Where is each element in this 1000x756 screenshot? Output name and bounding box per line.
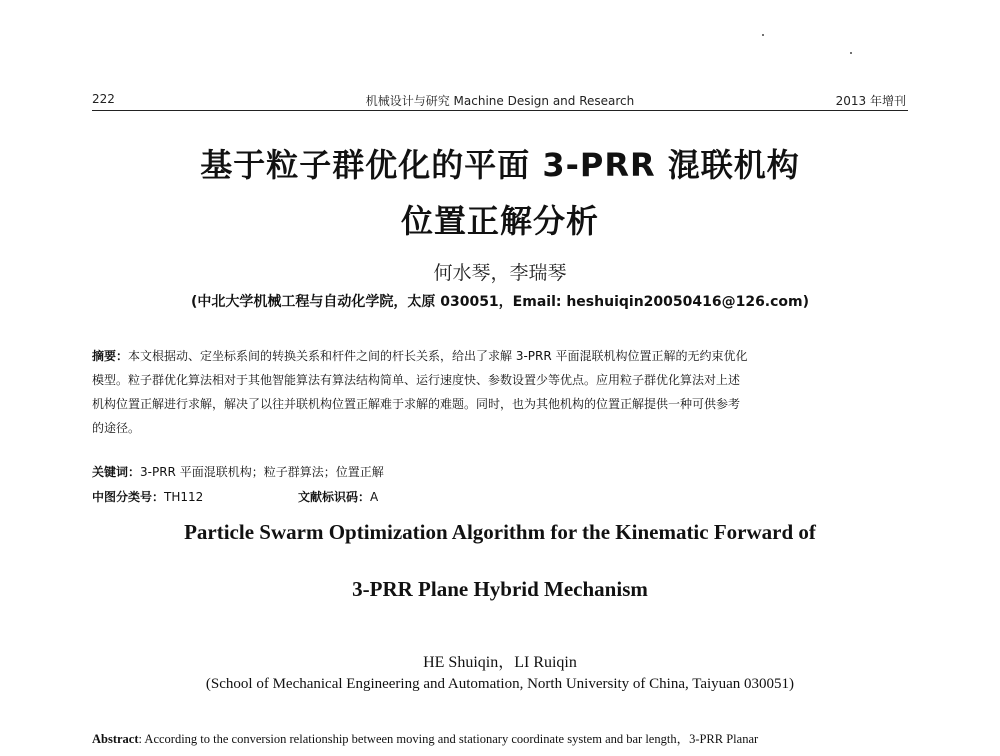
classification-label: 中图分类号：: [92, 490, 165, 504]
classification-code: TH112: [164, 490, 204, 504]
page-number: 222: [92, 92, 115, 106]
title-cn-line1: 基于粒子群优化的平面 3-PRR 混联机构: [200, 146, 800, 184]
abstract-cn-line: 模型。粒子群优化算法相对于其他智能算法有算法结构简单、运行速度快、参数设置少等优点。应用粒子群优化算法对上述: [92, 373, 741, 387]
affiliation-en: (School of Mechanical Engineering and Automation, North University of China, Taiyuan 030051): [205, 676, 795, 692]
authors-cn: 何水琴，李瑞琴: [433, 262, 567, 284]
scan-speck: [850, 52, 852, 54]
abstract-cn: [92, 344, 910, 440]
abstract-cn-label: 摘要：: [92, 349, 129, 363]
journal-name: 机械设计与研究 Machine Design and Research: [365, 94, 635, 108]
abstract-cn-line: 机构位置正解进行求解，解决了以往并联机构位置正解难于求解的难题。同时，也为其他机构的位置正解提供一种可供参考: [92, 397, 741, 411]
title-en-line2: 3-PRR Plane Hybrid Mechanism: [352, 577, 648, 601]
affiliation-cn: (中北大学机械工程与自动化学院，太原 030051，Email: heshuiqin20050416@126.com): [190, 294, 810, 310]
abstract-en-label: Abstract: [92, 732, 139, 746]
scan-speck: [762, 34, 764, 36]
classification-line: [92, 488, 910, 505]
running-header: [92, 92, 908, 111]
abstract-cn-line: 的途径。: [92, 421, 141, 435]
title-en-line1: Particle Swarm Optimization Algorithm for the Kinematic Forward of: [184, 520, 816, 544]
year-issue: 2013 年增刊: [835, 94, 906, 108]
keywords-cn: [92, 463, 910, 480]
document-code: 文献标识码：A: [298, 490, 379, 504]
keywords-label: 关键词：: [92, 465, 141, 479]
abstract-en: [92, 729, 910, 747]
keywords-text: 3-PRR 平面混联机构；粒子群算法；位置正解: [140, 465, 384, 479]
title-cn-line2: 位置正解分析: [400, 202, 599, 240]
abstract-en-text: : According to the conversion relationship between moving and stationary coordinate system and bar length，3-PRR Planar: [138, 732, 759, 746]
abstract-cn-line: 摘要：本文根据动、定坐标系间的转换关系和杆件之间的杆长关系，给出了求解 3-PRR 平面混联机构位置正解的无约束优化: [92, 349, 748, 363]
authors-en: HE Shuiqin，LI Ruiqin: [423, 654, 577, 671]
